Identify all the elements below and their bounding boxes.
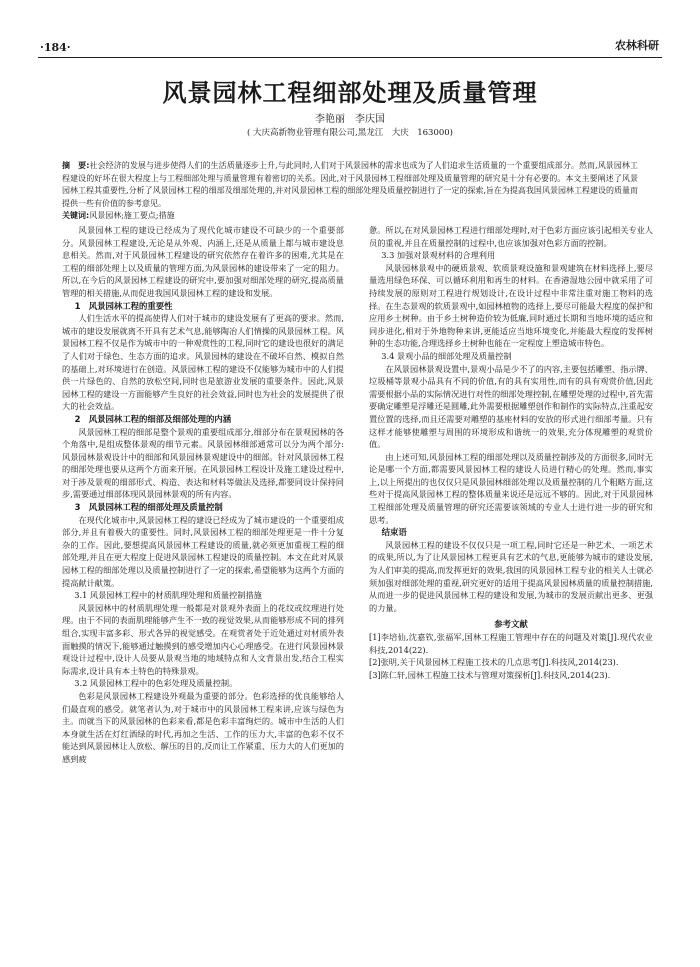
- abstract-label: 摘 要:: [62, 161, 90, 170]
- keywords-label: 关键词:: [62, 211, 90, 221]
- section-heading: 2 风景园林工程的细部及细部处理的内涵: [74, 413, 232, 424]
- body-paragraph: 在风景园林景观设置中,景观小品是少不了的内容,主要包括雕塑、指示牌、垃圾桶等景观小品具有不同的价值,有的具有实用性,而有的具有观赏价值,因此需要根据小品的实际情况进行对性的细部处理控制,在雕塑处理的过程中,首先需要确定雕塑是浮雕还是圆雕,此外需要根据雕塑创作和制作的实际特点,注重起安置位置的选择,而且还需要对雕塑的基座材料的安放的形式进行细部考量。只有这样才能够使雕塑与周围的环境形成和谐统一的效果,充分体现雕塑的观赏价值。: [369, 363, 653, 450]
- article-title: 风景园林工程细部处理及质量管理: [162, 78, 538, 107]
- abstract-block: [62, 160, 638, 223]
- reference-item: [2]张明,关于风景园林工程施工技术的几点思考[J].科技风,2014(23).: [369, 657, 619, 668]
- body-paragraph: 风景园林工程的建设不仅仅只是一项工程,同时它还是一种艺术、一项艺术的成果,所以,为了让风景园林工程更具有艺术的气息,更能够为城市的建设发展,为人们审美的提高,而发挥更好的效果,我国的风景园林工程专业的相关人士就必须加强对细部处理的重视,研究更好的适用于提高风景园林质量的质量控制措施,从而进一步的促进风景园林工程的建设和发展,为城市的发展贡献出更多、更强的力量。: [369, 539, 653, 613]
- header-rule: [38, 57, 662, 58]
- body-column-left: [62, 224, 344, 766]
- body-paragraph: 人们生活水平的提高使得人们对于城市的建设发展有了更高的要求。然而,城市的建设发展就离不开具有艺术气息,能够陶冶人们情操的风景园林工程。风景园林工程不仅是作为城市中的一种观赏性的工程,同时它的建设也很好的满足了人们对于绿色、生态方面的追求。风景园林的建设在不破坏自然、模拟自然的基础上,对环境进行在创造。风景园林工程的建设不仅能够为城市中的人们提供一片绿色的、自然的放松空间,同时也是旅游业发展的重要条件。因此,风景园林工程的建设一方面能够产生良好的社会效益,同时也为社会的发展提供了很大的社会效益。: [62, 313, 344, 412]
- subsection-heading: 3.2 风景园林工程中的色彩处理及质量控制。: [74, 678, 238, 689]
- subsection-heading: 3.3 加强对景观材料的合理利用: [381, 250, 496, 261]
- page-number: ·184·: [40, 41, 71, 54]
- body-paragraph: 风景园林工程的建设已经成为了现代化城市建设不可缺少的一个重要部分。风景园林工程建设,无论是从外观、内涵上,还是从质量上都与城市建设息息相关。然而,对于风景园林工程建设的研究依然存在着许多的困难,尤其是在工程的细部处理上以及质量的管理方面,为风景园林的建设带来了一定的阻力。所以,在今后的风景园林工程建设的研究中,要加强对细部处理的研究,提高质量管理的相关措施,从而促进我国风景园林工程的建设和发展。: [62, 225, 344, 298]
- section-heading: 结束语: [381, 527, 407, 538]
- reference-item: [1]李培仙,沈嘉钦,张福军,国林工程施工管理中存在的问题及对策[J].现代农业科技,2014(22).: [369, 632, 653, 655]
- article-affiliation: ( 大庆高新物业管理有限公司,黑龙江 大庆 163000): [247, 128, 453, 138]
- section-heading: 1 风景园林工程的重要性: [74, 300, 173, 311]
- body-paragraph: 惫。所以,在对风景园林工程进行细部处理时,对于色彩方面应该引起相关专业人员的重视,并且在质量控制的过程中,也应该加强对色彩方面的控制。: [369, 225, 653, 248]
- body-paragraph: 风景园林景观中的硬质景观、软质景观设施和景观建筑在材料选择上,要尽量选用绿色环保、可以循环利用和再生的材料。在香港湿地公园中就采用了可持续发展的原则对工程进行规划设计,在设计过程中非常注重对施工物料的选择。在生态景观的软质景观中,如园林植物的选择上,要尽可能最大程度的保护和应用乡土树种。由于乡土树种造价较为低廉,同时通过长期和当地环境的适应和同步进化,相对于外地物种来讲,更能适应当地环境变化,并能最大程度的发挥树种的生态功能,合理选择乡土树种也能在一定程度上塑造城市特色。: [369, 262, 653, 349]
- abstract-text: 社会经济的发展与进步使得人们的生活质量逐步上升,与此同时,人们对于风景园林的需求也成为了人们追求生活质量的一个重要组成部分。然而,风景园林工程建设的好坏在很大程度上与工程细部处理与质量管理有着密切的关系。因此,对于风景园林工程细部处理及质量管理的研究是十分有必要的。本文主要阐述了风景园林工程其重要性,分析了风景园林工程的细部及细部处理的,并对风景园林工程的细部处理及质量控制进行了一定的探索,旨在为提高我国风景园林工程建设的质量而提供一些有价值的参考意见。: [62, 161, 639, 208]
- body-paragraph: 在现代化城市中,风景园林工程的建设已经成为了城市建设的一个重要组成部分,并且有着极大的重要性。同时,风景园林工程的细部处理更是一件十分复杂的工作。因此,要想提高风景园林工程建设的质量,就必须更加重视工程的细部处理,并且在更大程度上促进风景园林工程建设的质量控制。本文在此对风景园林工程的细部处理以及质量控制进行了一定的探索,希望能够为这两个方面的提高献计献策。: [62, 514, 344, 588]
- subsection-heading: 3.4 景观小品的细部处理及质量控制: [381, 350, 512, 361]
- section-heading: 3 风景园林工程的细部处理及质量控制: [74, 502, 223, 513]
- subsection-heading: 3.1 风景园林工程中的材质肌理处理和质量控制措施: [74, 590, 262, 601]
- body-paragraph: 由上述可知,风景园林工程的细部处理以及质量控制涉及的方面很多,同时无论是哪一个方面,都需要风景园林工程的建设人员进行精心的处理。然而,事实上,以上所提出的也仅仅只是风景园林细部处理以及质量控制的几个粗略方面,这些对于提高风景园林工程的整体质量来说还是远远不够的。因此,对于风景园林工程细部处理及质量管理的研究还需要该领域的专业人士进行进一步的研究和思考。: [369, 451, 653, 525]
- body-paragraph: 色彩是风景园林工程建设外观最为重要的部分。色彩选择的优良能够给人们最直观的感受。就笔者认为,对于城市中的风景园林工程来讲,应该与绿色为主。而就当下的风景园林的色彩来看,都是色彩丰富绚烂的。城市中生活的人们本身就生活在灯红酒绿的时代,再加之生活、工作的压力大,丰富的色彩不仅不能达到风景园林让人放松、解压的目的,反而让工作紧重、压力大的人们更加的感到疲: [62, 690, 344, 764]
- reference-item: [3]陈仁轩,园林工程施工技术与管理对策探析[J].科技风,2014(23).: [369, 669, 611, 680]
- body-paragraph: 风景园林中的材质肌理处理一般都是对景观外表面上的花纹或纹理进行处理。由于不同的表面肌理能够产生不一致的视觉效果,从而能够形成不同的排列组合,实现丰富多彩、形式各异的视觉感受。在观赏者处于近处通过对材质外表面触摸的情况下,能够通过触摸到的感受增加内心心理感受。在进行风景园林景观设计过程中,设计人员要从景观当地的地域特点和人文背景出发,结合工程实际需求,设计具有本土特色的特殊景观。: [62, 602, 344, 676]
- references-heading: 参考文献: [494, 619, 528, 630]
- keywords-text: 风景园林;施工要点;措施: [89, 211, 175, 221]
- body-paragraph: 风景园林工程的细部是整个景观的重要组成部分,细部分布在景观园林的各个角落中,是组成整体景观的细节元素。风景园林细部通常可以分为两个部分:风景园林景观设计中的细部和风景园林景观建设中的细部。针对风景园林工程的细部处理也要从这两个方面来开展。在风景园林工程设计及施工建设过程中,对于涉及景观的细部形式、构造、表达和材料等做法及选择,都要同设计保持同步,需要通过细部体现风景园林景观的所有内容。: [62, 426, 344, 500]
- body-column-right: [369, 224, 653, 681]
- journal-name: 农林科研: [615, 39, 659, 52]
- article-authors: 李艳丽 李庆国: [315, 114, 385, 125]
